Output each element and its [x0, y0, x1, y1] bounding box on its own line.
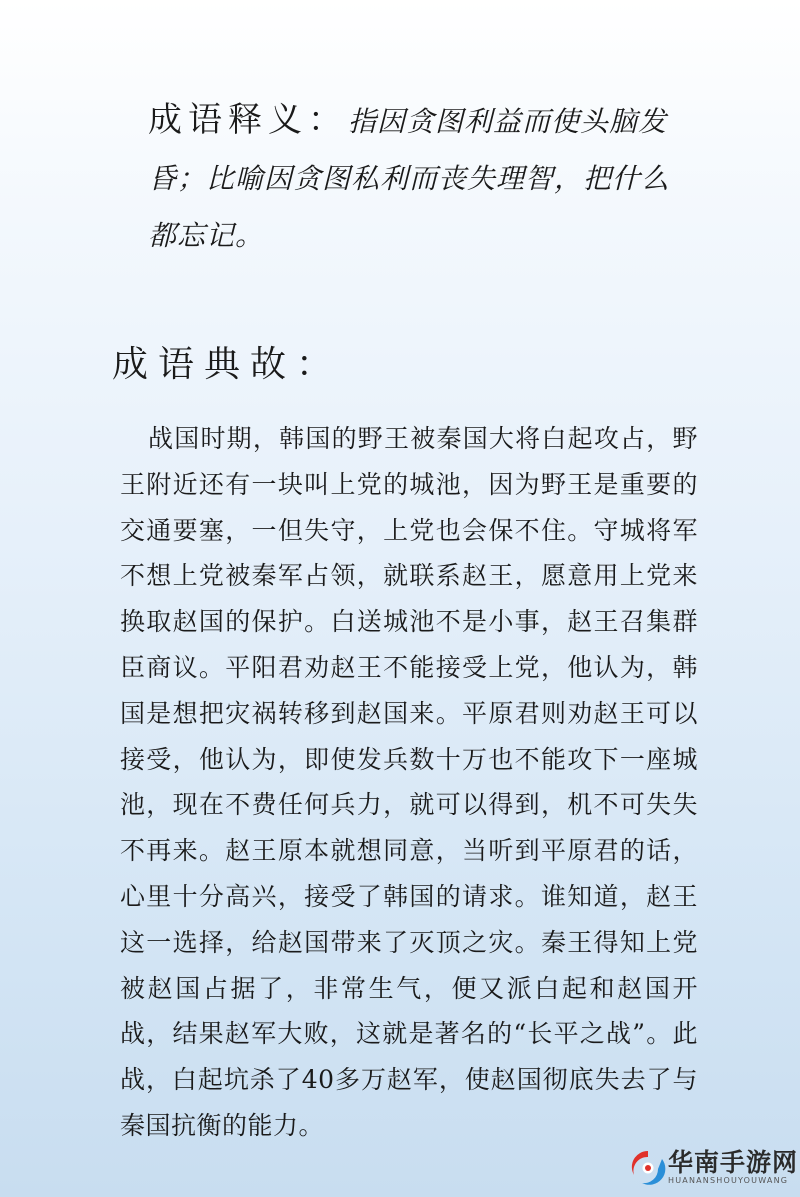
watermark-name: 华南手游网	[668, 1148, 799, 1177]
definition-heading: 成语释义：	[148, 100, 348, 140]
story-body: 战国时期，韩国的野王被秦国大将白起攻占，野王附近还有一块叫上党的城池，因为野王是重要的交通要塞，一但失守，上党也会保不住。守城将军不想上党被秦军占领，就联系赵王，愿意用上党来换取赵国的保护。白送城池不是小事，赵王召集群臣商议。平阳君劝赵王不能接受上党，他认为，韩国是想把灾祸转移到赵国来。平原君则劝赵王可以接受，他认为，即使发兵数十万也不能攻下一座城池，现在不费任何兵力，就可以得到，机不可失失不再来。赵王原本就想同意，当听到平原君的话，心里十分高兴，接受了韩国的请求。谁知道，赵王这一选择，给赵国带来了灭顶之灾。秦王得知上党被赵国占据了，非常生气，便又派白起和赵国开战，结果赵军大败，这就是著名的“长平之战”。此战，白起坑杀了40多万赵军，使赵国彻底失去了与秦国抗衡的能力。	[120, 424, 698, 1140]
story-heading: 成语典故：	[112, 344, 343, 385]
watermark-subtitle: HUANANSHOUYOUWANG	[668, 1176, 789, 1185]
swirl-logo-icon	[628, 1147, 668, 1187]
definition-text: 指因贪图利益而使头脑发昏；比喻因贪图私利而丧失理智，把什么都忘记。	[148, 105, 671, 252]
definition-paragraph	[148, 92, 688, 264]
site-watermark	[628, 1139, 799, 1195]
